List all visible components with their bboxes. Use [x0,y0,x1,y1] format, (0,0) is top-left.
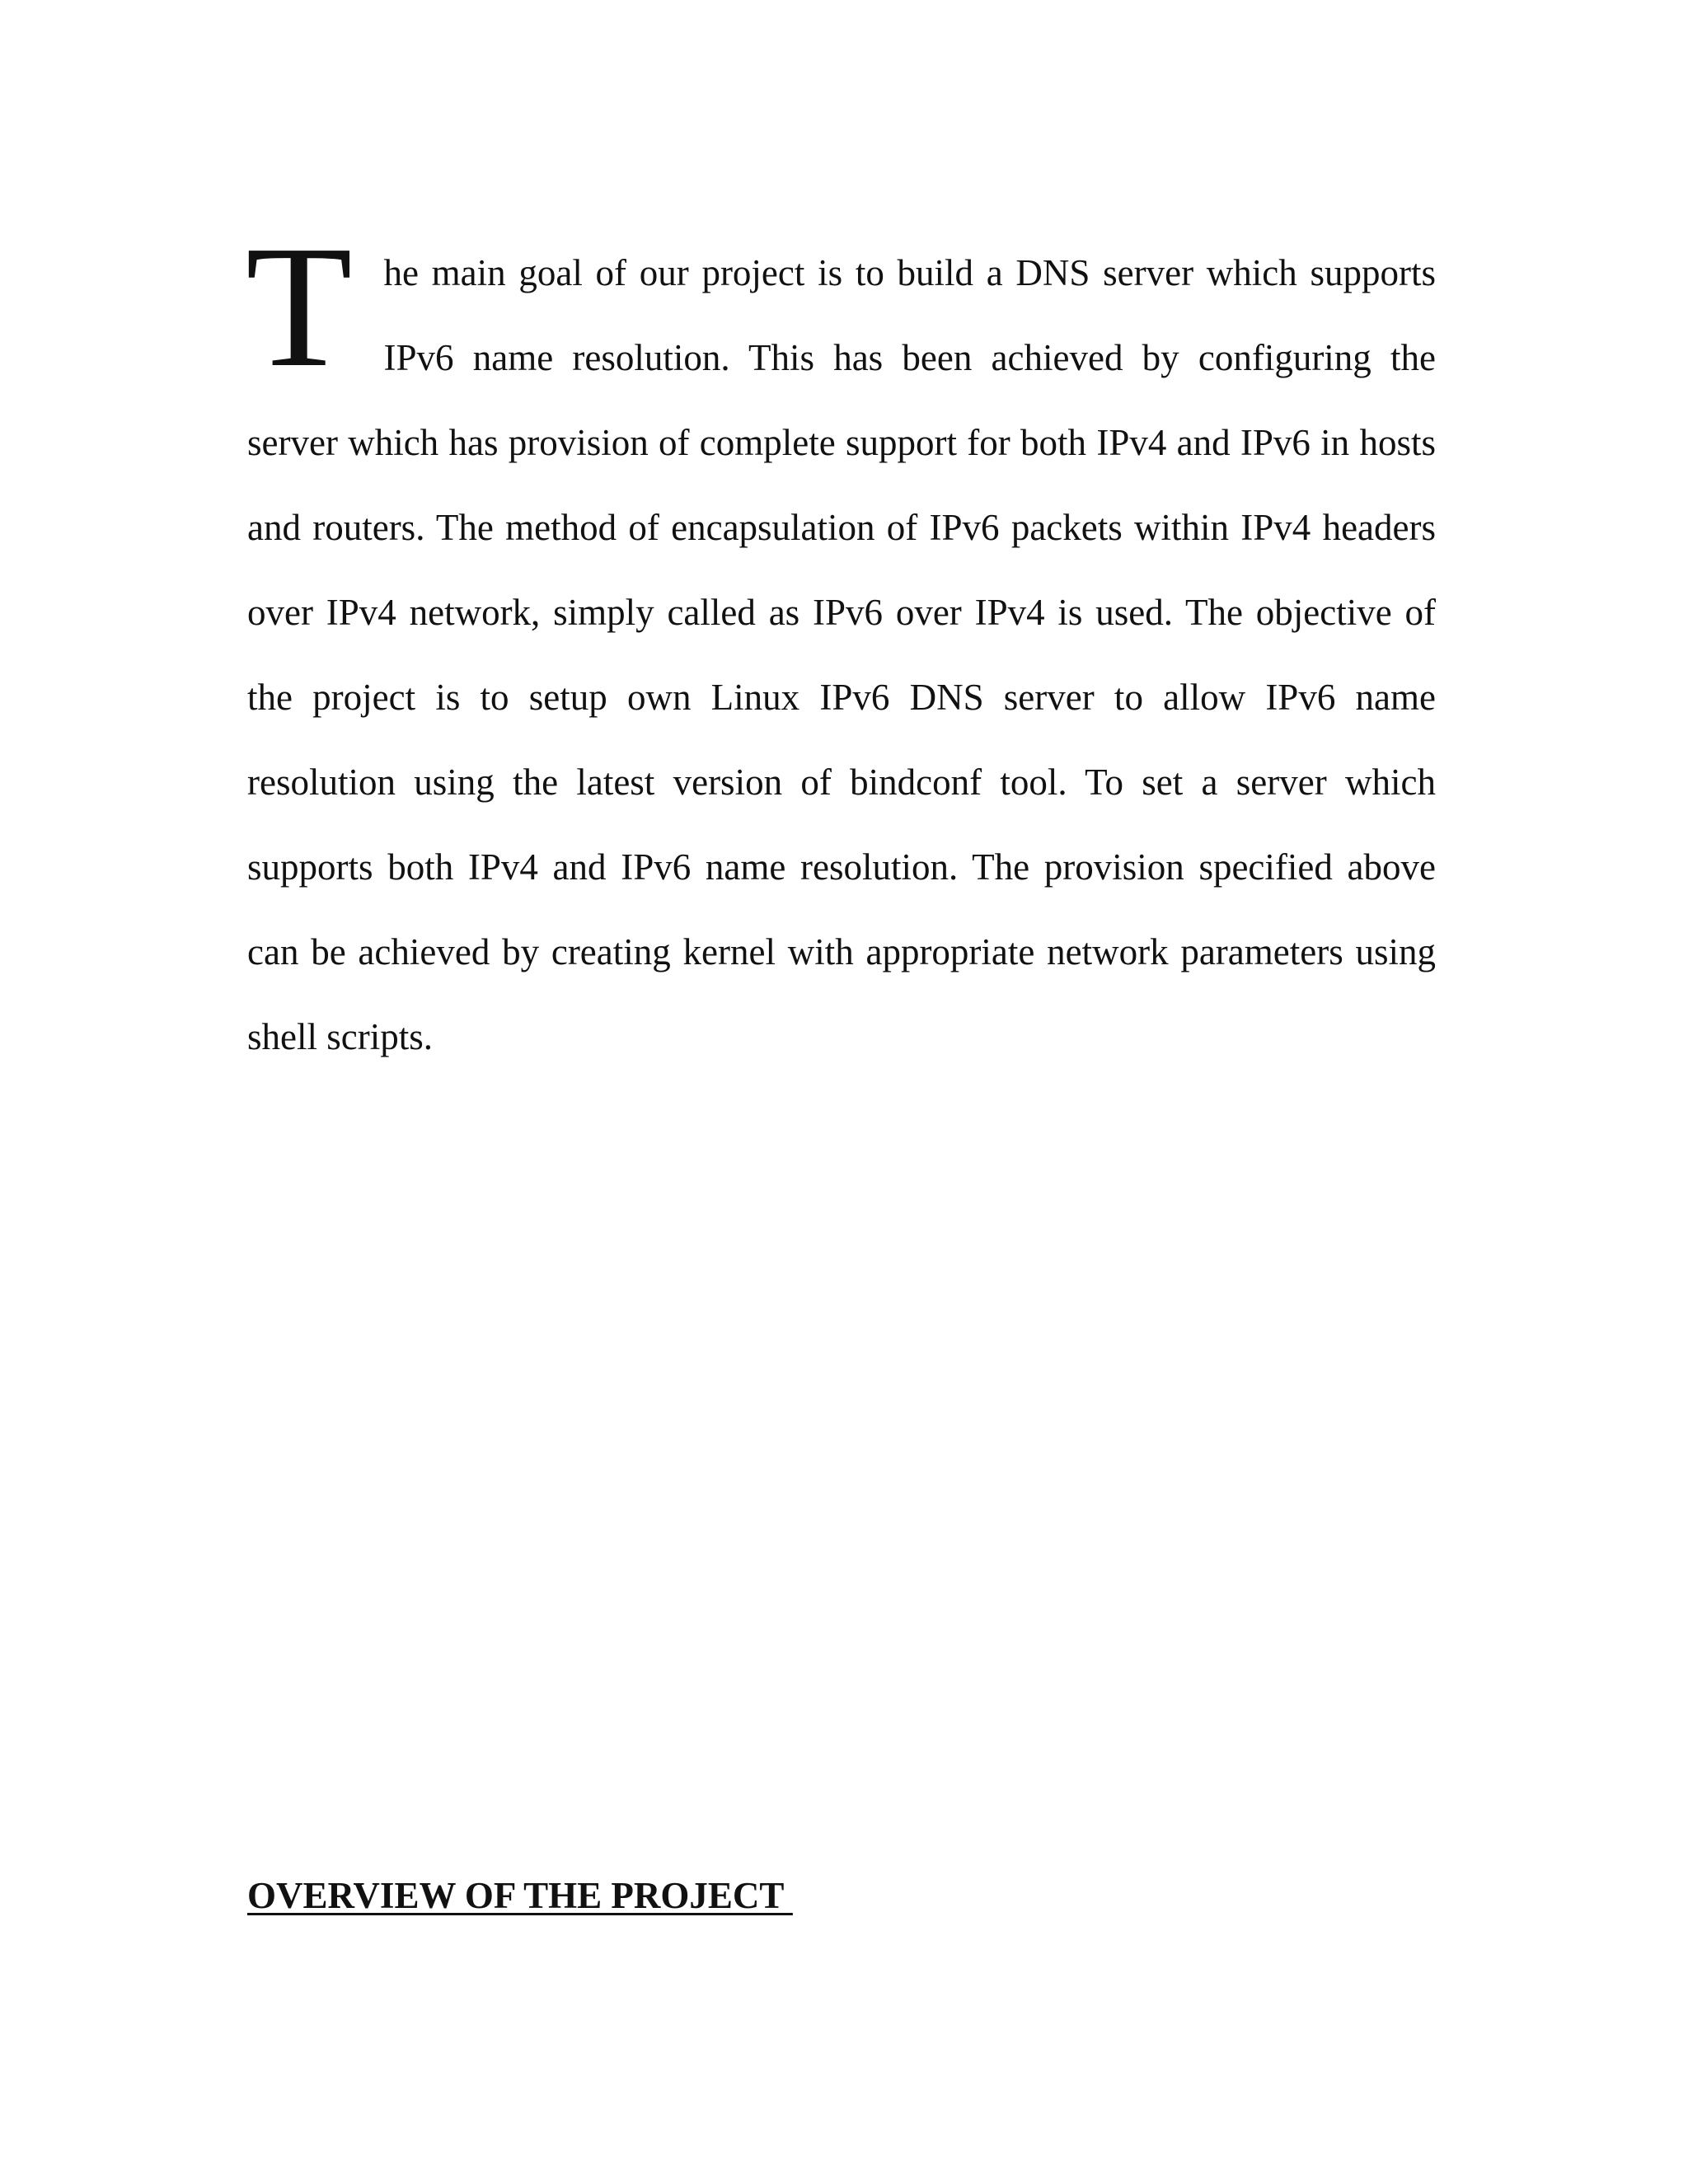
section-heading-overview: OVERVIEW OF THE PROJECT [247,1875,793,1916]
intro-paragraph-text: he main goal of our project is to build a DNS server which supports IPv6 name resolution. This has been achieved by configuring the server which has provision of complete support for both IPv4 and IPv6 in hosts and routers. The method of encapsulation of IPv6 packets within IPv4 headers over IPv4 network, simply called as IPv6 over IPv4 is used. The objective of the project is to setup own Linux IPv6 DNS server to allow IPv6 name resolution using the latest version of bindconf tool. To set a server which supports both IPv4 and IPv6 name resolution. The provision specified above can be achieved by creating kernel with appropriate network parameters using shell scripts. [247,252,1436,1057]
intro-paragraph [246,209,1436,1080]
drop-cap-letter: T [246,209,353,403]
